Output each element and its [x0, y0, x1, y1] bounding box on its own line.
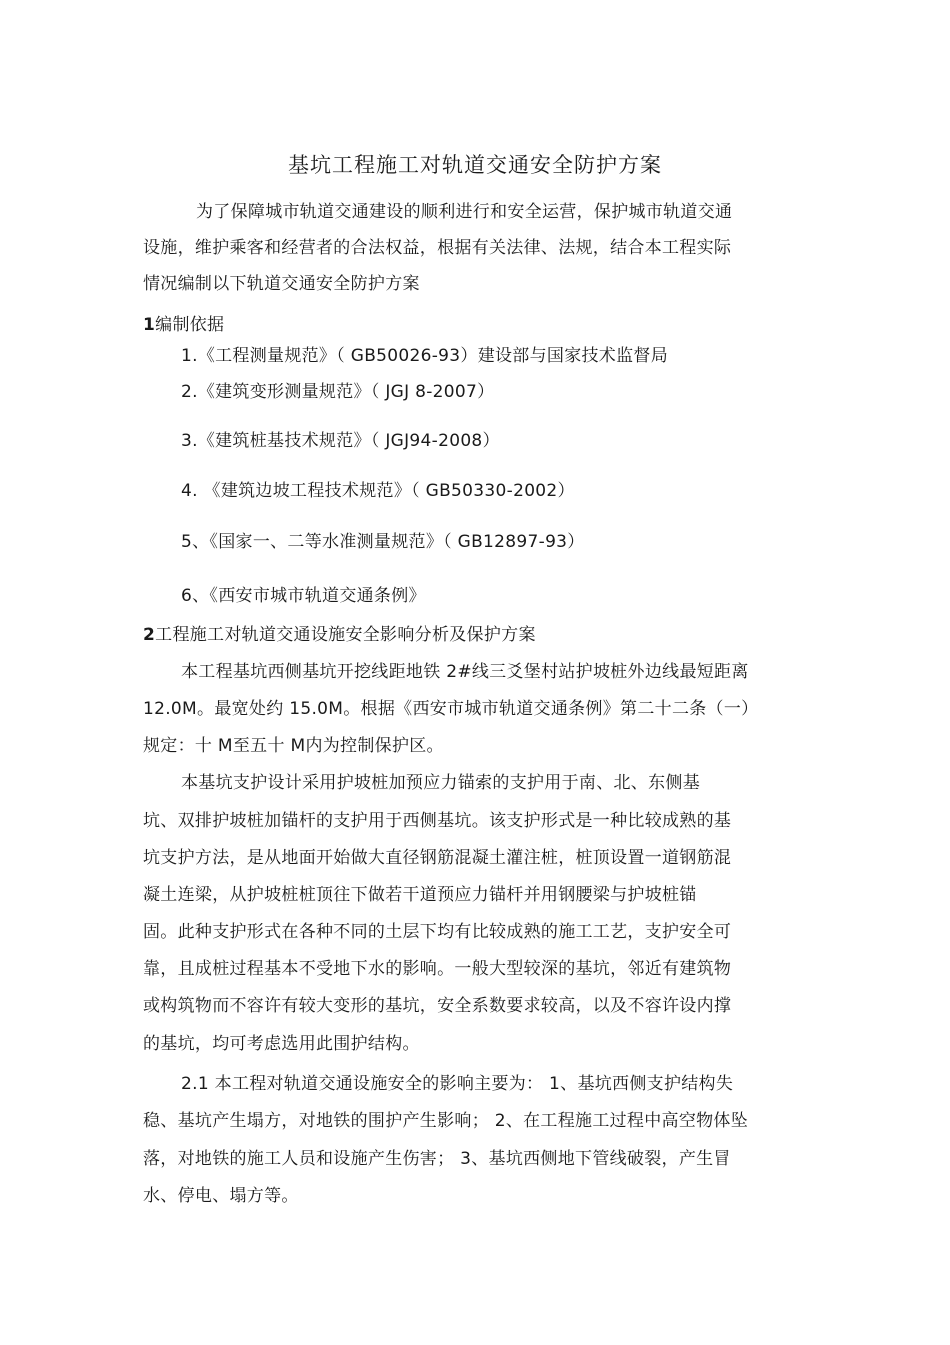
reference-item: 5、《国家一、二等水准测量规范》（ GB12897-93）	[181, 532, 585, 552]
body-line: 2.1 本工程对轨道交通设施安全的影响主要为： 1、基坑西侧支护结构失	[181, 1074, 734, 1094]
body-line: 12.0M。最宽处约 15.0M。根据《西安市城市轨道交通条例》第二十二条（一）	[143, 699, 759, 719]
section-2-title: 工程施工对轨道交通设施安全影响分析及保护方案	[155, 625, 536, 645]
reference-item: 1.《工程测量规范》（ GB50026-93）建设部与国家技术监督局	[181, 346, 669, 366]
body-line: 固。此种支护形式在各种不同的土层下均有比较成熟的施工工艺，支护安全可	[143, 922, 732, 942]
intro-line: 情况编制以下轨道交通安全防护方案	[143, 274, 420, 294]
intro-line: 设施，维护乘客和经营者的合法权益，根据有关法律、法规，结合本工程实际	[143, 238, 732, 258]
reference-item: 6、《西安市城市轨道交通条例》	[181, 586, 426, 606]
body-line: 水、停电、塌方等。	[143, 1186, 299, 1206]
body-line: 落，对地铁的施工人员和设施产生伤害； 3、基坑西侧地下管线破裂，产生冒	[143, 1149, 731, 1169]
section-2-heading	[143, 624, 536, 646]
section-2-number: 2	[143, 625, 156, 645]
section-1-title: 编制依据	[155, 315, 225, 335]
body-line: 本基坑支护设计采用护坡桩加预应力锚索的支护用于南、北、东侧基	[181, 773, 700, 793]
reference-item: 3.《建筑桩基技术规范》（ JGJ94-2008）	[181, 431, 500, 451]
body-line: 或构筑物而不容许有较大变形的基坑，安全系数要求较高，以及不容许设内撑	[143, 996, 732, 1016]
body-line: 的基坑，均可考虑选用此围护结构。	[143, 1034, 420, 1054]
section-1-heading	[143, 314, 224, 336]
body-line: 靠，且成桩过程基本不受地下水的影响。一般大型较深的基坑，邻近有建筑物	[143, 959, 732, 979]
body-line: 凝土连梁，从护坡桩桩顶往下做若干道预应力锚杆并用钢腰梁与护坡桩锚	[143, 885, 697, 905]
section-1-number: 1	[143, 315, 156, 335]
body-line: 坑支护方法，是从地面开始做大直径钢筋混凝土灌注桩，桩顶设置一道钢筋混	[143, 848, 732, 868]
reference-item: 4. 《建筑边坡工程技术规范》（ GB50330-2002）	[181, 481, 575, 501]
document-title: 基坑工程施工对轨道交通安全防护方案	[288, 153, 662, 177]
intro-line: 为了保障城市轨道交通建设的顺利进行和安全运营，保护城市轨道交通	[196, 202, 733, 222]
body-line: 本工程基坑西侧基坑开挖线距地铁 2#线三爻堡村站护坡桩外边线最短距离	[181, 662, 749, 682]
body-line: 坑、双排护坡桩加锚杆的支护用于西侧基坑。该支护形式是一种比较成熟的基	[143, 811, 732, 831]
reference-item: 2.《建筑变形测量规范》（ JGJ 8-2007）	[181, 382, 495, 402]
body-line: 稳、基坑产生塌方，对地铁的围护产生影响； 2、在工程施工过程中高空物体坠	[143, 1111, 749, 1131]
body-line: 规定：十 M至五十 M内为控制保护区。	[143, 736, 444, 756]
